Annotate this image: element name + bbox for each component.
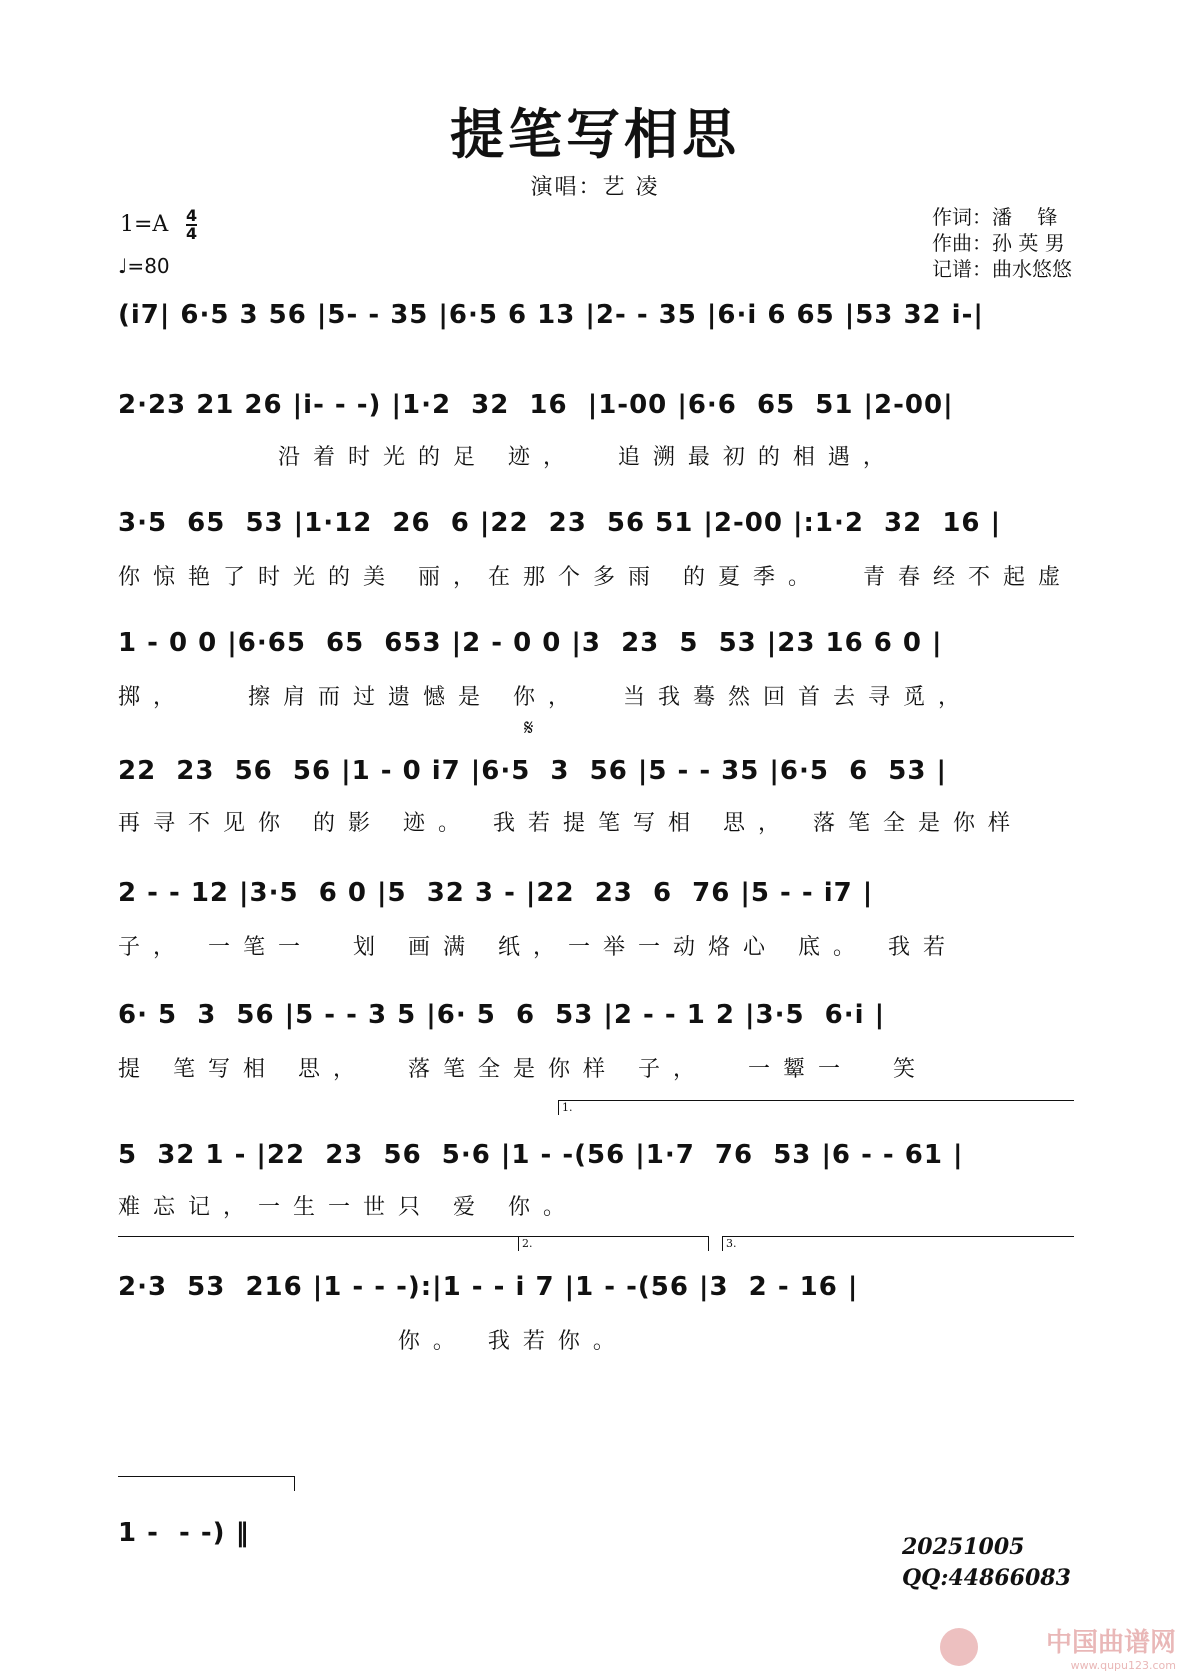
meter-bottom: 4: [186, 224, 198, 243]
composer-credit: 作曲：孙 英 男: [932, 231, 1065, 255]
notation-row: 5 32 1 - |22 23 56 5·6 |1 - -(56 |1·7 76 53 |6 - - 61 |: [118, 1140, 964, 1170]
notation-row: 1 - - -) ‖: [118, 1518, 250, 1548]
volta-continuation-line: [118, 1236, 518, 1237]
notation-row: 1 - 0 0 |6·65 65 653 |2 - 0 0 |3 23 5 53 |23 16 6 0 |: [118, 628, 943, 658]
notation-credit: 记谱：曲水悠悠: [932, 257, 1072, 281]
volta-final-line: [118, 1476, 295, 1491]
singer-line: 演唱：艺 凌: [530, 175, 660, 200]
volta-bracket-1: 1.: [558, 1100, 1074, 1115]
lyric-row: 难忘记，一生一世只 爱 你。: [118, 1195, 578, 1220]
key-signature: 1=A: [120, 212, 169, 237]
notation-row: 2·3 53 216 |1 - - -):|1 - - i 7 |1 - -(56 |3 2 - 16 |: [118, 1272, 859, 1302]
date-qq: [902, 1532, 1071, 1594]
tempo-mark: ♩=80: [118, 254, 170, 278]
volta-bracket-2: 2.: [518, 1236, 709, 1251]
song-title: 提笔写相思: [450, 102, 740, 166]
lyric-row: 再寻不见你 的影 迹。 我若提笔写相 思， 落笔全是你样: [118, 811, 1023, 836]
meter-top: 4: [186, 206, 198, 225]
watermark: [1046, 1622, 1176, 1672]
notation-row: 2 - - 12 |3·5 6 0 |5 32 3 - |22 23 6 76 |5 - - i7 |: [118, 878, 874, 908]
watermark-brand: 中国曲谱网: [1045, 1628, 1176, 1658]
notation-row: 22 23 56 56 |1 - 0 i7 |6·5 3 56 |5 - - 35 |6·5 6 53 |: [118, 756, 947, 786]
watermark-url: www.qupu123.com: [1070, 1659, 1176, 1672]
lyric-row: 你惊艳了时光的美 丽，在那个多雨 的夏季。 青春经不起虚: [118, 565, 1073, 590]
lyric-row: 你。 我若你。: [118, 1329, 628, 1354]
lyric-row: 掷， 擦肩而过遗憾是 你， 当我蓦然回首去寻觅，: [118, 685, 973, 710]
volta-bracket-3: 3.: [722, 1236, 1074, 1251]
lyric-row: 沿着时光的足 迹， 追溯最初的相遇，: [118, 445, 898, 470]
notation-row: 2·23 21 26 |i- - -) |1·2 32 16 |1-00 |6·6 65 51 |2-00|: [118, 390, 954, 420]
notation-row: 3·5 65 53 |1·12 26 6 |22 23 56 51 |2-00 |:1·2 32 16 |: [118, 508, 1002, 538]
notation-row: 6· 5 3 56 |5 - - 3 5 |6· 5 6 53 |2 - - 1 2 |3·5 6·i |: [118, 1000, 886, 1030]
lyricist-credit: 作词：潘 锋: [932, 205, 1058, 229]
time-signature: [186, 208, 197, 242]
lyric-row: 提 笔写相 思， 落笔全是你样 子， 一颦一 笑: [118, 1057, 928, 1082]
date: 20251005: [902, 1534, 1025, 1560]
notation-row: (i7| 6·5 3 56 |5- - 35 |6·5 6 13 |2- - 35 |6·i 6 65 |53 32 i-|: [118, 300, 984, 330]
credits: [932, 204, 1072, 282]
segno-sign: 𝄋: [524, 716, 534, 741]
lyric-row: 子， 一笔一 划 画满 纸，一举一动烙心 底。 我若: [118, 935, 958, 960]
qq-number: QQ:44866083: [902, 1565, 1071, 1591]
site-logo-icon: [940, 1628, 978, 1666]
